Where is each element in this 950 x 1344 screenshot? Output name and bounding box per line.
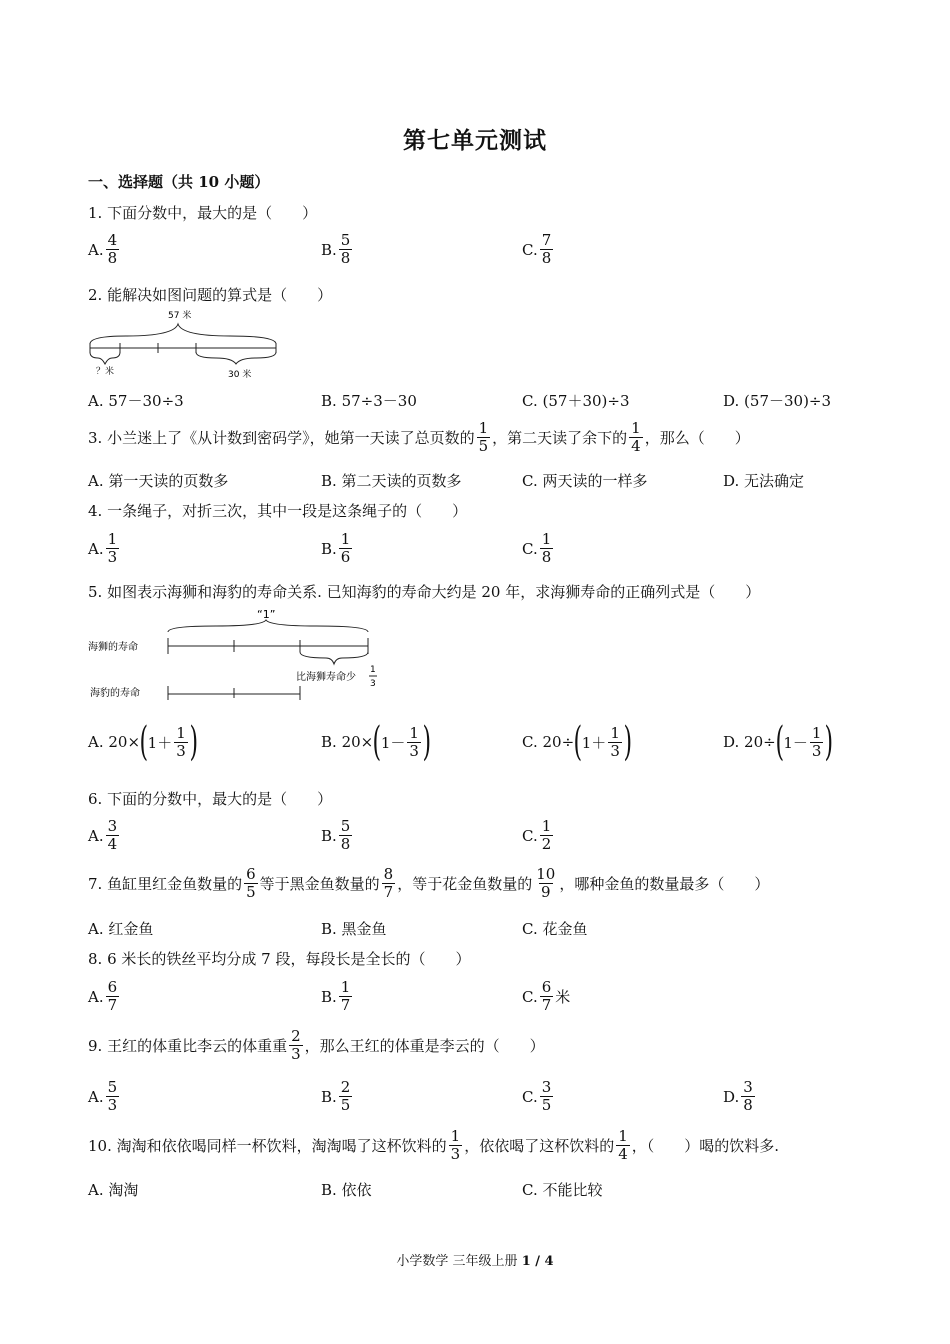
fraction [174,725,188,760]
numerator: 1 [631,419,641,437]
question-text: 9. 王红的体重比李云的体重重 [88,1037,288,1055]
top-brace [90,324,276,344]
denominator: 7 [383,883,394,901]
q6-option-c[interactable] [522,818,555,853]
fraction [540,531,554,566]
fraction [339,531,353,566]
denominator: 6 [340,548,351,566]
q10-option-c[interactable]: C. 不能比较 [522,1181,603,1199]
section-heading: 一、选择题（共 10 小题） [88,173,270,191]
denominator: 3 [610,741,620,760]
fraction [540,1079,554,1114]
denominator: 5 [246,883,256,901]
denominator: 8 [340,249,351,267]
question-text: 10. 淘淘和依依喝同样一杯饮料，淘淘喝了这杯饮料的 [88,1137,447,1155]
q5-option-c[interactable] [522,719,632,765]
fraction [339,1079,353,1114]
fraction [106,1079,120,1114]
fraction [106,818,120,853]
option-expression: (57－30)÷3 [744,392,832,410]
numerator: 7 [541,231,552,249]
q5-option-d[interactable] [723,719,834,765]
fraction [608,725,622,760]
numerator: 1 [478,419,489,437]
less-fraction-denominator: 3 [370,679,376,689]
numerator: 2 [291,1027,301,1045]
expr-prefix: 20÷ [542,733,575,751]
q9-option-a[interactable] [88,1079,121,1114]
denominator: 5 [340,1096,351,1114]
denominator: 7 [340,996,351,1014]
question-8: 8. 6 米长的铁丝平均分成 7 段，每段长是全长的（ ） [88,950,471,968]
q10-option-a[interactable]: A. 淘淘 [88,1181,139,1199]
page-number: 1 / 4 [521,1254,554,1269]
numerator: 5 [340,817,351,835]
left-paren-icon: ( [573,719,583,765]
fraction [244,866,258,901]
right-paren-icon: ) [189,719,198,765]
q8-option-a[interactable] [88,979,121,1014]
left-paren-icon: ( [372,719,382,765]
option-label: B. [321,826,337,845]
question-text: ，那么王红的体重是李云的（ ） [304,1037,545,1055]
q8-option-c[interactable] [522,979,570,1014]
numerator: 1 [618,1127,628,1145]
fraction [629,420,643,455]
option-label: C. [522,391,538,410]
question-9 [88,1028,545,1063]
denominator: 3 [450,1145,461,1163]
option-expression: (57＋30)÷3 [542,392,630,410]
right-brace [196,352,276,364]
denominator: 9 [540,883,551,901]
denominator: 4 [107,835,118,853]
numerator: 1 [541,817,552,835]
q2-option-a[interactable] [88,390,184,411]
option-label: A. [88,987,104,1006]
question-text: ，第二天读了余下的 [492,429,628,447]
page-footer [0,1250,950,1269]
footer-subject: 小学数学 三年级上册 [396,1254,518,1269]
question-text: ，哪种金鱼的数量最多（ ） [559,875,770,893]
question-4: 4. 一条绳子，对折三次，其中一段是这条绳子的（ ） [88,502,468,520]
option-label: B. [321,987,337,1006]
numerator: 1 [176,723,186,742]
expr-prefix: 20÷ [744,733,776,751]
fraction [106,232,120,267]
question-text: ，等于花金鱼数量的 [397,875,533,893]
denominator: 8 [107,249,118,267]
unit-brace [168,620,368,632]
denominator: 3 [811,741,822,760]
q2-option-d[interactable] [723,390,831,411]
denominator: 5 [478,437,489,455]
denominator: 3 [176,741,186,760]
option-label: A. [88,826,104,845]
denominator: 8 [541,548,552,566]
q3-option-a[interactable]: A. 第一天读的页数多 [88,472,229,490]
denominator: 2 [541,835,552,853]
option-label: A. [88,391,104,410]
fraction [289,1028,303,1063]
q5-line-diagram [86,604,386,704]
option-label: A. [88,240,104,259]
fraction [449,1128,463,1163]
numerator: 1 [811,723,822,742]
option-label: B. [321,1087,337,1106]
expr-op: 1＋ [147,733,173,752]
numerator: 3 [541,1078,552,1096]
numerator: 6 [246,865,256,883]
diagram-top-label: 57 米 [168,311,192,321]
option-label: C. [522,1087,538,1106]
q5-option-a[interactable] [88,719,198,765]
expr-op: 1－ [783,733,808,752]
option-label: D. [723,1087,740,1106]
numerator: 8 [383,865,394,883]
fraction [339,979,353,1014]
question-6: 6. 下面的分数中，最大的是（ ） [88,790,333,808]
left-brace [90,352,120,364]
numerator: 3 [743,1078,753,1096]
denominator: 8 [340,835,351,853]
numerator: 3 [107,817,118,835]
question-10 [88,1128,779,1163]
q5-option-b[interactable] [321,719,432,765]
denominator: 3 [291,1045,301,1063]
q2-option-b[interactable] [321,390,417,411]
question-5: 5. 如图表示海狮和海豹的寿命关系. 已知海豹的寿命大约是 20 年，求海狮寿命的正确列式是（ ） [88,583,761,601]
option-label: C. [522,539,538,558]
q9-option-b[interactable] [321,1079,354,1114]
fraction [534,866,557,901]
fraction [540,232,554,267]
fraction [477,420,491,455]
unit-label: “1” [257,608,276,621]
fraction [540,818,554,853]
less-brace [300,652,368,664]
option-label: C. [522,733,538,751]
left-paren-icon: ( [139,719,149,765]
option-label: C. [522,826,538,845]
q9-option-c[interactable] [522,1079,555,1114]
option-label: B. [321,733,337,751]
diagram-left-label: ？米 [96,367,115,377]
fraction [540,979,554,1014]
q2-line-diagram [86,306,286,382]
fraction [106,979,120,1014]
page-title: 第七单元测试 [403,127,547,154]
right-paren-icon: ) [422,719,432,765]
numerator: 5 [340,231,351,249]
question-text: ，依依喝了这杯饮料的 [464,1137,615,1155]
seal-label: 海豹的寿命 [90,688,140,699]
expr-prefix: 20× [108,733,141,751]
fraction [106,531,120,566]
left-paren-icon: ( [775,719,784,765]
numerator: 4 [107,231,118,249]
numerator: 1 [450,1127,461,1145]
option-label: A. [88,733,104,751]
unit-text: 米 [555,988,571,1006]
denominator: 3 [107,548,118,566]
question-1: 1. 下面分数中，最大的是（ ） [88,204,318,222]
q10-option-b[interactable]: B. 依依 [321,1181,372,1199]
fraction [616,1128,630,1163]
fraction [407,725,421,760]
option-label: A. [88,1087,104,1106]
option-expression: 57÷3－30 [341,392,417,410]
less-fraction-numerator: 1 [370,665,376,675]
q6-option-a[interactable] [88,818,121,853]
sealion-label: 海狮的寿命 [88,642,138,653]
denominator: 5 [541,1096,552,1114]
less-label: 比海狮寿命少 [296,672,356,683]
numerator: 1 [610,723,620,742]
fraction [810,725,824,760]
numerator: 6 [541,978,552,996]
question-3 [88,420,750,455]
option-label: B. [321,391,337,410]
q7-option-a[interactable]: A. 红金鱼 [88,920,154,938]
q4-option-a[interactable] [88,531,121,566]
fraction [741,1079,755,1114]
denominator: 3 [409,741,419,760]
question-7 [88,866,769,901]
question-text: ，（ ）喝的饮料多. [631,1137,780,1155]
numerator: 1 [107,530,118,548]
q9-option-d[interactable] [723,1079,757,1114]
question-text: 等于黑金鱼数量的 [259,875,380,893]
denominator: 7 [107,996,118,1014]
q8-option-b[interactable] [321,979,354,1014]
numerator: 1 [409,723,419,742]
q3-option-c[interactable]: C. 两天读的一样多 [522,472,648,490]
expr-op: 1－ [380,733,406,752]
diagram-right-label: 30 米 [228,370,252,380]
numerator: 5 [107,1078,118,1096]
question-text: 3. 小兰迷上了《从计数到密码学》，她第一天读了总页数的 [88,429,475,447]
fraction [339,818,353,853]
q1-option-c[interactable] [522,232,555,267]
option-label: D. [723,733,740,751]
q1-option-b[interactable] [321,232,354,267]
q3-option-d[interactable]: D. 无法确定 [723,472,805,490]
option-label: C. [522,240,538,259]
q4-option-c[interactable] [522,531,555,566]
numerator: 2 [340,1078,351,1096]
numerator: 6 [107,978,118,996]
option-label: A. [88,539,104,558]
denominator: 7 [541,996,552,1014]
denominator: 8 [743,1096,753,1114]
numerator: 1 [340,530,351,548]
expr-prefix: 20× [341,733,374,751]
denominator: 4 [618,1145,628,1163]
option-label: C. [522,987,538,1006]
q4-option-b[interactable] [321,531,354,566]
right-paren-icon: ) [824,719,834,765]
question-text: 7. 鱼缸里红金鱼数量的 [88,875,243,893]
denominator: 4 [631,437,641,455]
numerator: 1 [340,978,351,996]
denominator: 8 [541,249,552,267]
question-text: ，那么（ ） [644,429,750,447]
option-expression: 57－30÷3 [108,392,184,410]
q6-option-b[interactable] [321,818,354,853]
q1-option-a[interactable] [88,232,121,267]
q7-option-b[interactable]: B. 黑金鱼 [321,920,387,938]
q2-option-c[interactable] [522,390,630,411]
fraction [382,866,396,901]
option-label: D. [723,391,740,410]
fraction [339,232,353,267]
option-label: B. [321,240,337,259]
expr-op: 1＋ [581,733,607,752]
q3-option-b[interactable]: B. 第二天读的页数多 [321,472,462,490]
question-2: 2. 能解决如图问题的算式是（ ） [88,286,333,304]
numerator: 1 [541,530,552,548]
option-label: B. [321,539,337,558]
q7-option-c[interactable]: C. 花金鱼 [522,920,588,938]
denominator: 3 [107,1096,118,1114]
right-paren-icon: ) [623,719,632,765]
numerator: 10 [536,865,556,883]
